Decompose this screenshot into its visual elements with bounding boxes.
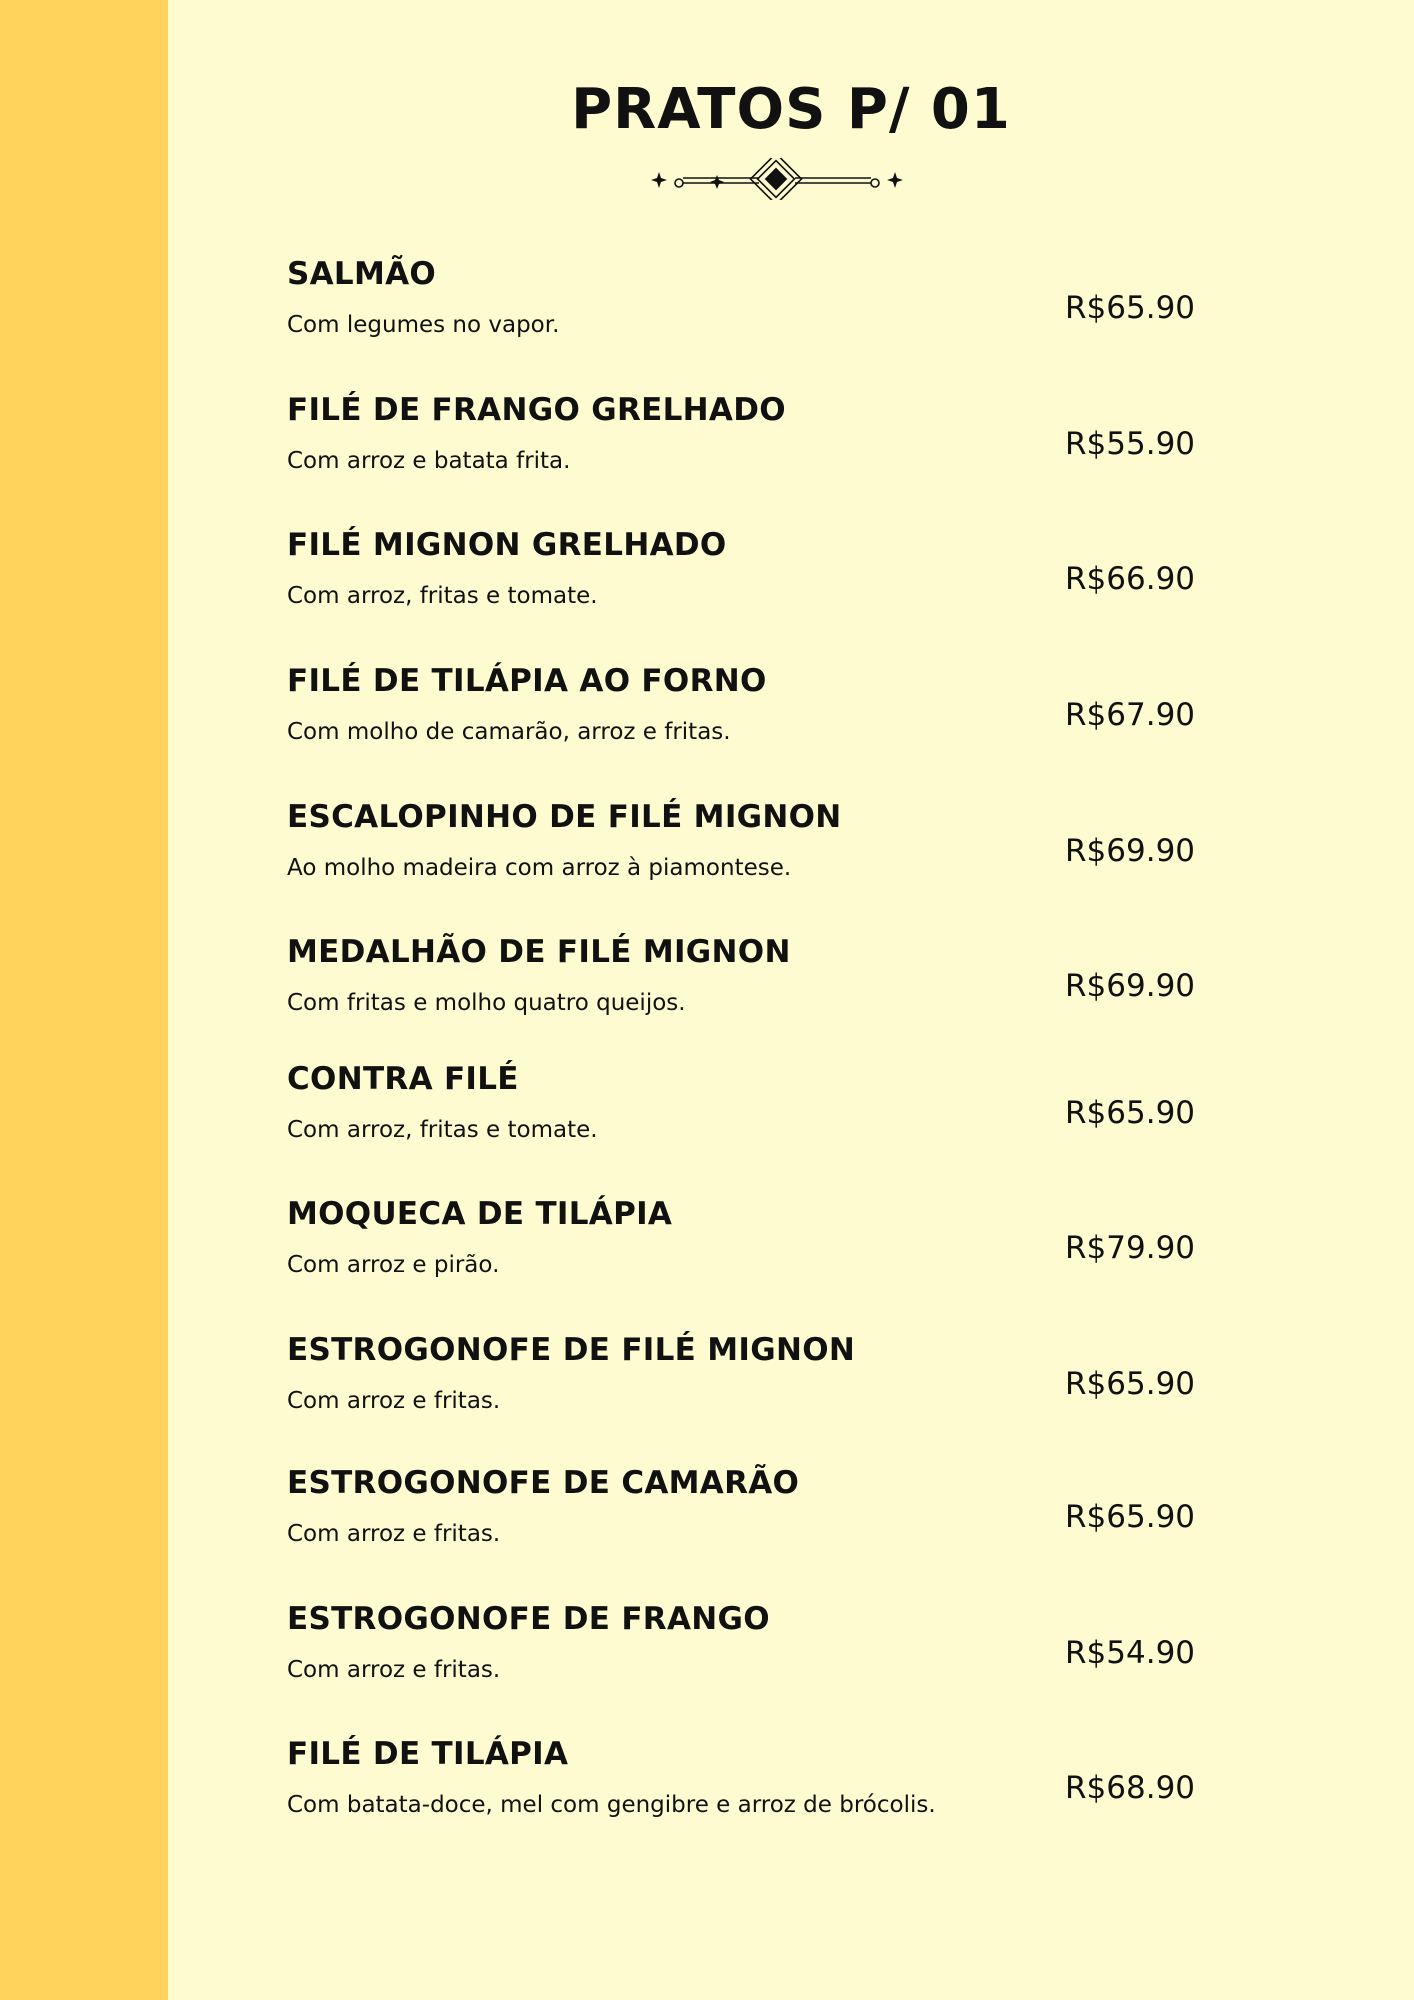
menu-item-description: Com arroz e fritas. [287,1388,501,1414]
menu-item [287,1332,1207,1442]
menu-item-price: R$69.90 [1065,833,1196,869]
menu-item-name: CONTRA FILÉ [287,1061,519,1097]
menu-item-description: Com arroz, fritas e tomate. [287,583,598,609]
menu-item-name: ESTROGONOFE DE FRANGO [287,1601,770,1637]
menu-item-price: R$54.90 [1065,1635,1196,1671]
menu-item-description: Com fritas e molho quatro queijos. [287,990,686,1016]
art-deco-divider-icon [647,158,907,200]
menu-item-name: FILÉ DE FRANGO GRELHADO [287,392,786,428]
menu-item [287,799,1207,909]
menu-item [287,527,1207,637]
menu-item-price: R$67.90 [1065,697,1196,733]
menu-item-description: Ao molho madeira com arroz à piamontese. [287,855,792,881]
menu-item [287,1601,1207,1711]
menu-item-price: R$65.90 [1065,1095,1196,1131]
menu-item-price: R$79.90 [1065,1230,1196,1266]
menu-item-price: R$65.90 [1065,1366,1196,1402]
menu-item-name: FILÉ MIGNON GRELHADO [287,527,727,563]
menu-item-description: Com batata-doce, mel com gengibre e arroz de brócolis. [287,1792,936,1818]
menu-item-description: Com arroz e fritas. [287,1657,501,1683]
menu-item [287,1736,1207,1846]
menu-item-description: Com arroz e fritas. [287,1521,501,1547]
menu-item [287,1196,1207,1306]
menu-item-name: ESTROGONOFE DE FILÉ MIGNON [287,1332,856,1368]
menu-item-price: R$65.90 [1065,290,1196,326]
menu-item-price: R$68.90 [1065,1770,1196,1806]
menu-item [287,934,1207,1044]
menu-item-price: R$66.90 [1065,561,1196,597]
menu-item-description: Com legumes no vapor. [287,312,560,338]
menu-item-name: MEDALHÃO DE FILÉ MIGNON [287,934,791,970]
menu-item-description: Com arroz e pirão. [287,1252,500,1278]
menu-item-name: MOQUECA DE TILÁPIA [287,1196,673,1232]
menu-item-description: Com arroz, fritas e tomate. [287,1117,598,1143]
menu-item-description: Com molho de camarão, arroz e fritas. [287,719,731,745]
menu-item-name: SALMÃO [287,256,437,292]
menu-item [287,1465,1207,1575]
menu-item [287,663,1207,773]
menu-item-price: R$55.90 [1065,426,1196,462]
menu-item-description: Com arroz e batata frita. [287,448,571,474]
menu-item-name: FILÉ DE TILÁPIA [287,1736,569,1772]
side-color-band [0,0,168,2000]
menu-item-name: FILÉ DE TILÁPIA AO FORNO [287,663,767,699]
menu-item-name: ESTROGONOFE DE CAMARÃO [287,1465,800,1501]
menu-item-name: ESCALOPINHO DE FILÉ MIGNON [287,799,842,835]
menu-item [287,1061,1207,1171]
menu-item-price: R$65.90 [1065,1499,1196,1535]
menu-item [287,256,1207,366]
menu-item-price: R$69.90 [1065,968,1196,1004]
menu-item [287,392,1207,502]
page-title: PRATOS P/ 01 [571,77,1011,142]
